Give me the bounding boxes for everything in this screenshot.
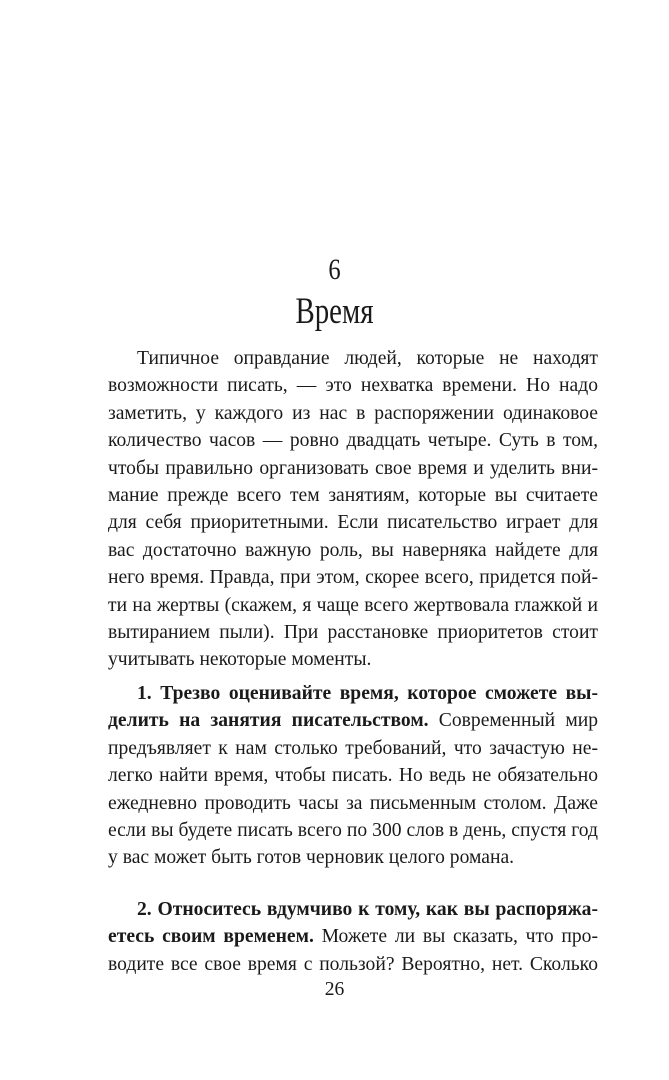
- text-run: Современный мир: [428, 710, 598, 732]
- text-line: [108, 923, 598, 950]
- text-line: возможности писать, — это нехватка времени. Но надо: [108, 375, 598, 397]
- page-number: 26: [324, 979, 345, 1000]
- text-line: ежедневно проводить часы за письменным столом. Даже: [108, 792, 598, 814]
- point-heading: 1. Трезво оценивайте время, которое сможете вы-: [137, 683, 598, 704]
- text-line: вытиранием пыли). При расстановке приоритетов стоит: [108, 621, 598, 643]
- text-line: для себя приоритетными. Если писательство играет для: [108, 512, 598, 534]
- chapter-number: 6: [328, 253, 341, 286]
- text-line: водите все свое время с пользой? Вероятно, нет. Сколько: [108, 953, 598, 975]
- paragraph-intro: [108, 345, 598, 674]
- text-line: вас достаточно важную роль, вы наверняка найдете для: [108, 539, 598, 561]
- text-line: предъявляет к нам столько требований, что зачастую не-: [108, 737, 598, 759]
- point-heading: 2. Относитесь вдумчиво к тому, как вы распоряжа-: [137, 899, 598, 920]
- text-line: количество часов — ровно двадцать четыре. Суть в том,: [108, 430, 598, 452]
- chapter-title: Время: [295, 291, 374, 332]
- point-heading: етесь своим временем.: [108, 926, 314, 948]
- text-line: Типичное оправдание людей, которые не находят: [137, 348, 598, 369]
- text-line: ти на жертвы (скажем, я чаще всего жертвовала глажкой и: [108, 594, 598, 616]
- text-line: [108, 707, 598, 734]
- text-line: чтобы правильно организовать свое время и уделить вни-: [108, 457, 598, 479]
- text-line: если вы будете писать всего по 300 слов в день, спустя год: [108, 819, 598, 841]
- paragraph-point-1: [108, 680, 598, 872]
- text-line: мание прежде всего тем занятиям, которые вы считаете: [108, 484, 598, 506]
- text-line: [108, 896, 598, 923]
- text-line: легко найти время, чтобы писать. Но ведь не обязательно: [108, 765, 598, 787]
- paragraph-point-2: [108, 896, 598, 978]
- text-line: него время. Правда, при этом, скорее всего, придется пой-: [108, 567, 598, 589]
- text-line: заметить, у каждого из нас в распоряжении одинаковое: [108, 402, 598, 424]
- text-line: учитывать некоторые моменты.: [108, 649, 372, 671]
- text-line: у вас может быть готов черновик целого романа.: [108, 847, 515, 869]
- text-line: [108, 680, 598, 707]
- point-heading: делить на занятия писательством.: [108, 710, 429, 732]
- text-run: Можете ли вы сказать, что про-: [313, 926, 598, 948]
